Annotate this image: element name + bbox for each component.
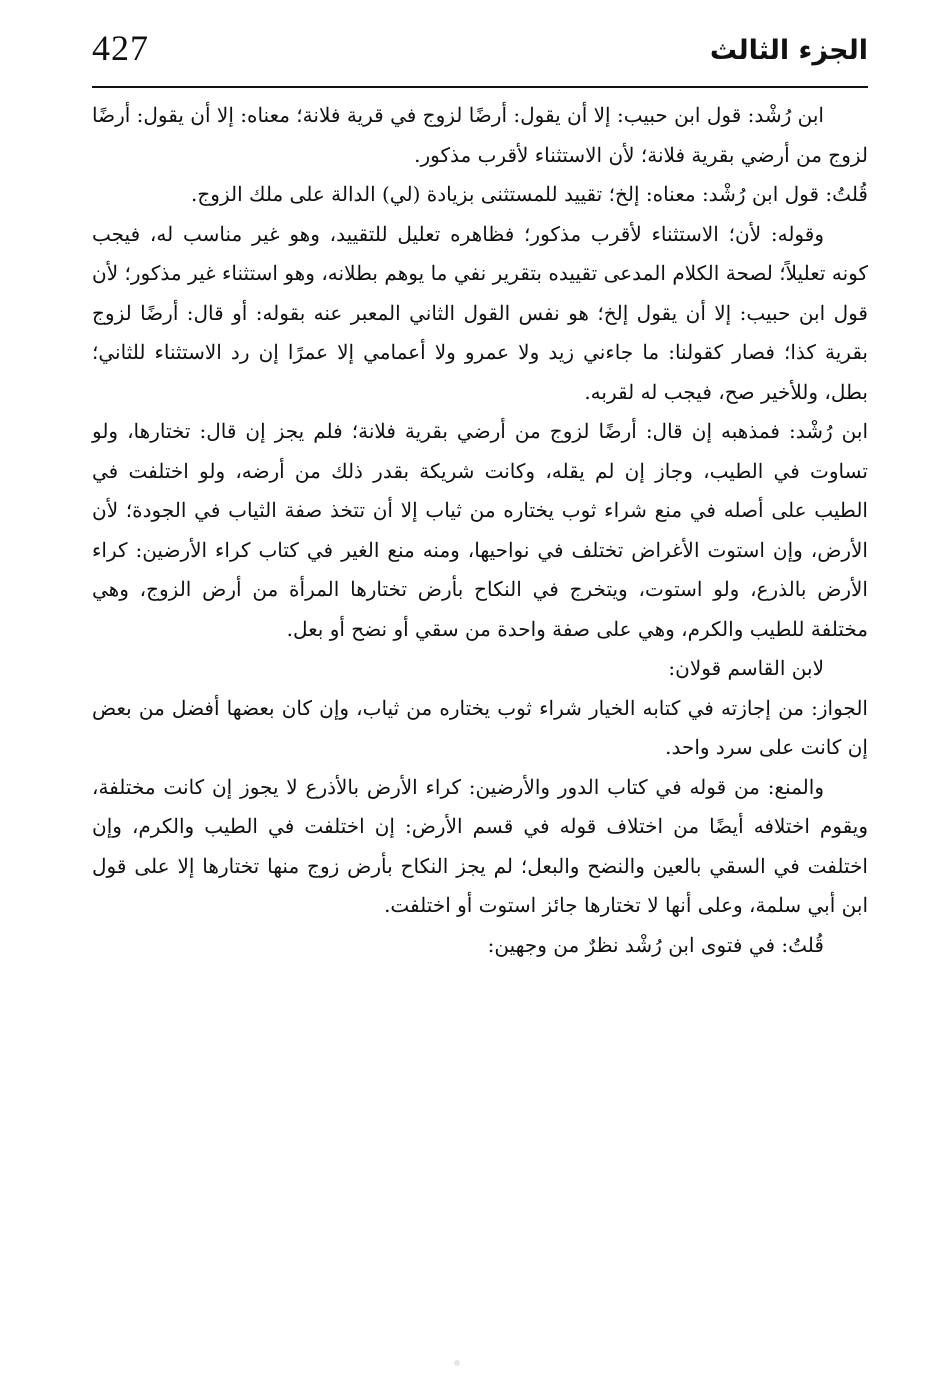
paragraph-al-man: والمنع: من قوله في كتاب الدور والأرضين: كراء الأرض بالأذرع لا يجوز إن كانت مختلفة، ويقوم اختلافه أيضًا من اختلاف قوله في قسم الأرض: إن اختلفت في الطيب والكرم، وإن اختلفت في السقي بالعين والنضح والبعل؛ لم يجز النكاح بأرض زوج منها تختارها إلا على قول ابن أبي سلمة، وعلى أنها لا تختارها جائز استوت أو اختلفت. [92,774,868,917]
paragraph-qultu-restriction: قُلتُ: قول ابن رُشْد: معناه: إلخ؛ تقييد للمستثنى بزيادة (لي) الدالة على ملك الزوج. [191,182,868,206]
body-text [92,96,868,965]
page-header [92,26,868,88]
paragraph-ibn-rushd-madhhab: ابن رُشْد: فمذهبه إن قال: أرضًا لزوج من أرضي بقرية فلانة؛ فلم يجز إن قال: تختارها، ولو تساوت في الطيب، وجاز إن لم يقله، وكانت شريكة بقدر ذلك من أرضه، ولو اختلفت في الطيب على أصله في منع شراء ثوب يختاره من ثياب إلا أن تتخذ صفة الثياب في الجودة؛ لأن الأرض، وإن استوت الأغراض تختلف في نواحيها، ومنه منع الغير في كتاب كراء الأرضين: كراء الأرض بالذرع، ولو استوت، ويتخرج في النكاح بأرض تختارها المرأة من أرض الزوج، وهي مختلفة للطيب والكرم، وهي على صفة واحدة من سقي أو نضح أو بعل. [92,419,868,641]
paragraph-al-jawaz: الجواز: من إجازته في كتابه الخيار شراء ثوب يختاره من ثياب، وإن كان بعضها أفضل من بعض إن كانت على سرد واحد. [92,695,868,759]
scan-speck [454,1360,460,1366]
paragraph-ibn-rushd-ibn-habib: ابن رُشْد: قول ابن حبيب: إلا أن يقول: أرضًا لزوج في قرية فلانة؛ معناه: إلا أن يقول: أرضًا لزوج من أرضي بقرية فلانة؛ لأن الاستثناء لأقرب مذكور. [92,103,868,167]
paragraph-wa-qawluhu: وقوله: لأن؛ الاستثناء لأقرب مذكور؛ فظاهره تعليل للتقييد، وهو غير مناسب له، فيجب كونه تعليلاً؛ لصحة الكلام المدعى تقييده بتقرير نفي ما يوهم بطلانه، وهو استثناء غير مذكور؛ لأن قول ابن حبيب: إلا أن يقول إلخ؛ هو نفس القول الثاني المعبر عنه بقوله: أو قال: أرضًا لزوج بقرية كذا؛ فصار كقولنا: ما جاءني زيد ولا عمرو ولا أعمامي إلا عمرًا إن رد الاستثناء للثاني؛ بطل، وللأخير صح، فيجب له لقربه. [92,221,868,404]
page-number: 427 [92,28,149,68]
header-rule [92,86,868,88]
paragraph-qultu-nazar: قُلتُ: في فتوى ابن رُشْد نظرٌ من وجهين: [487,932,824,957]
paragraph-ibn-al-qasim: لابن القاسم قولان: [668,656,824,680]
running-title: الجزء الثالث [709,35,868,66]
